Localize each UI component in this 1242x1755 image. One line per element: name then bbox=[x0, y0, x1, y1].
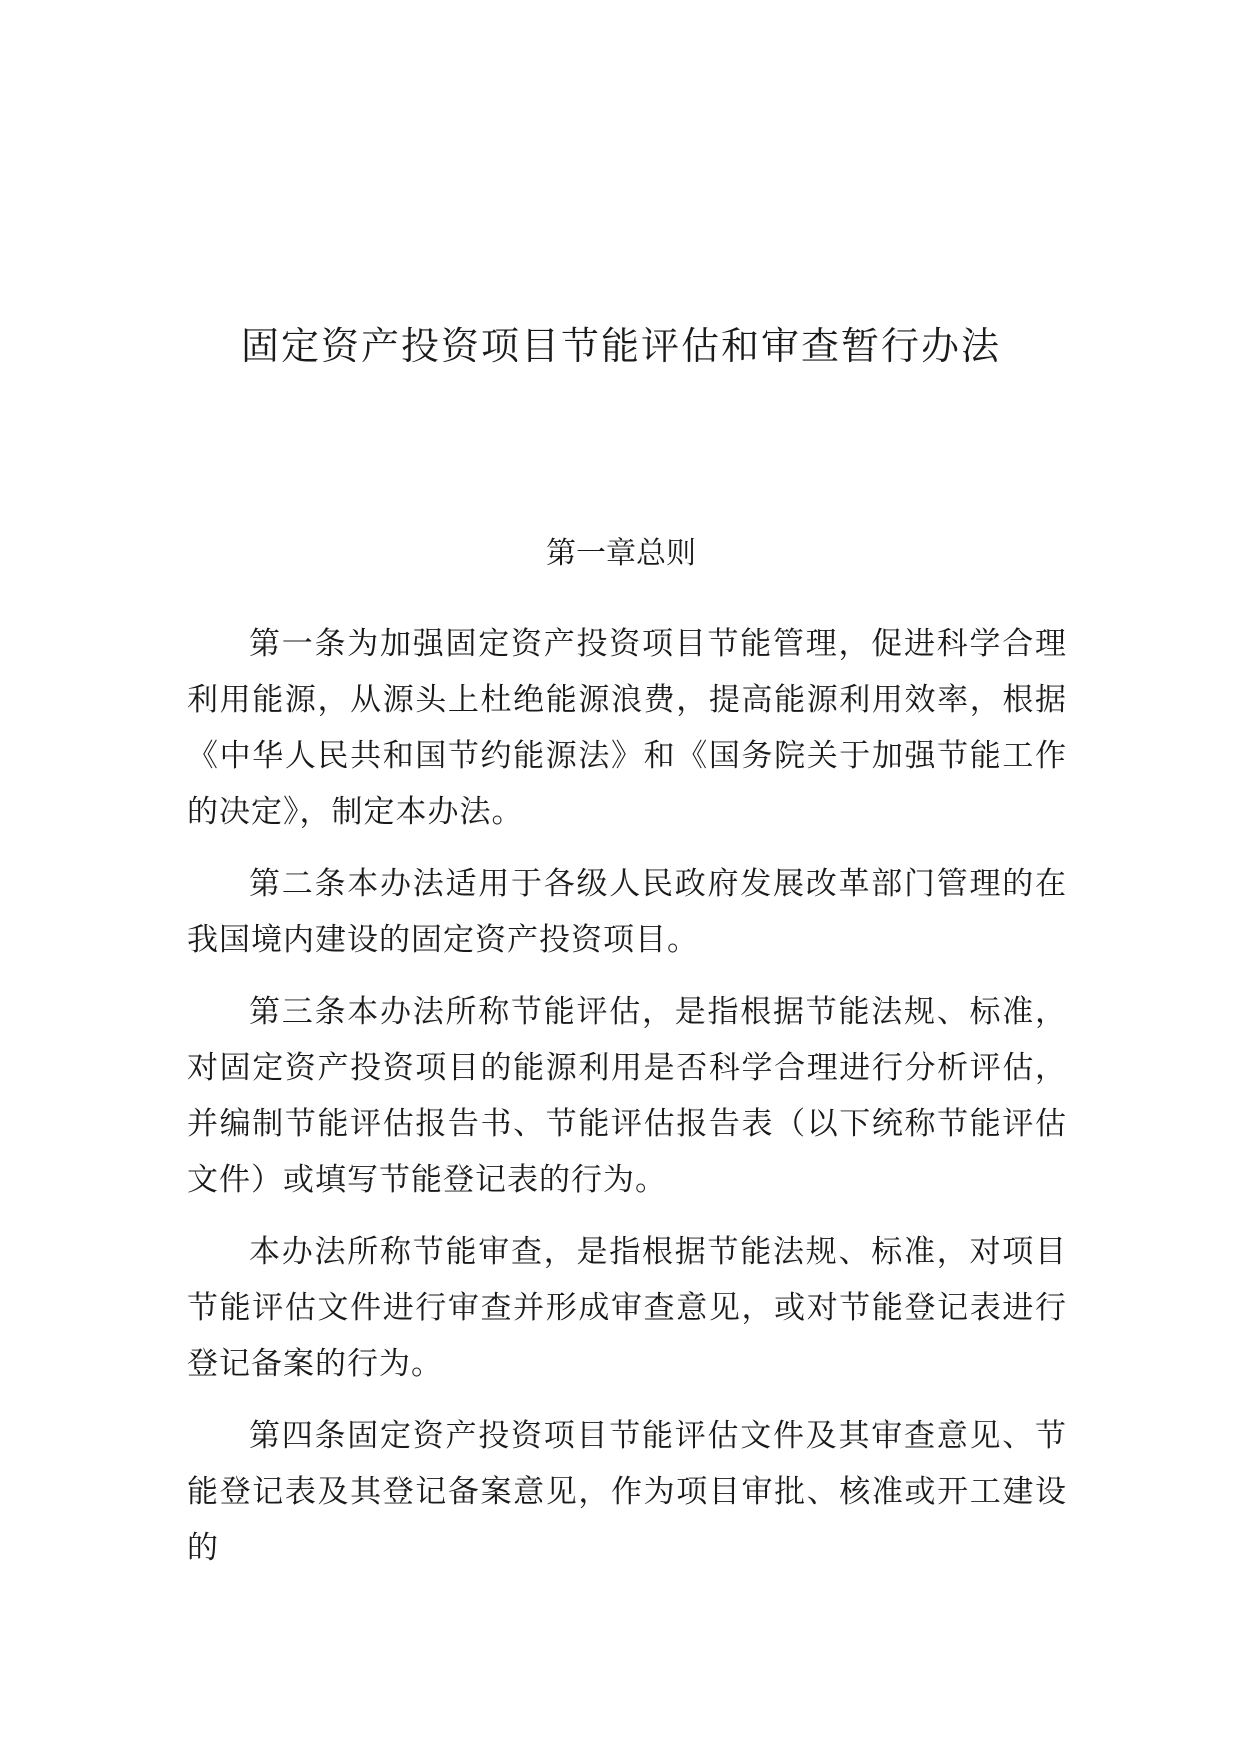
article-3-paragraph: 第三条本办法所称节能评估，是指根据节能法规、标准，对固定资产投资项目的能源利用是否科学合理进行分析评估，并编制节能评估报告书、节能评估报告表（以下统称节能评估文件）或填写节能登记表的行为。 bbox=[187, 994, 1067, 1198]
article-3-continuation-paragraph: 本办法所称节能审查，是指根据节能法规、标准，对项目节能评估文件进行审查并形成审查意见，或对节能登记表进行登记备案的行为。 bbox=[187, 1234, 1067, 1382]
article-2-paragraph: 第二条本办法适用于各级人民政府发展改革部门管理的在我国境内建设的固定资产投资项目。 bbox=[187, 866, 1067, 958]
document-title: 固定资产投资项目节能评估和审查暂行办法 bbox=[240, 324, 1001, 368]
article-1-paragraph: 第一条为加强固定资产投资项目节能管理，促进科学合理利用能源，从源头上杜绝能源浪费，提高能源利用效率，根据《中华人民共和国节约能源法》和《国务院关于加强节能工作的决定》，制定本办法。 bbox=[187, 626, 1067, 830]
chapter-heading: 第一章总则 bbox=[546, 536, 696, 571]
document-body bbox=[187, 616, 1067, 1592]
article-4-paragraph: 第四条固定资产投资项目节能评估文件及其审查意见、节能登记表及其登记备案意见，作为项目审批、核准或开工建设的 bbox=[187, 1418, 1067, 1566]
